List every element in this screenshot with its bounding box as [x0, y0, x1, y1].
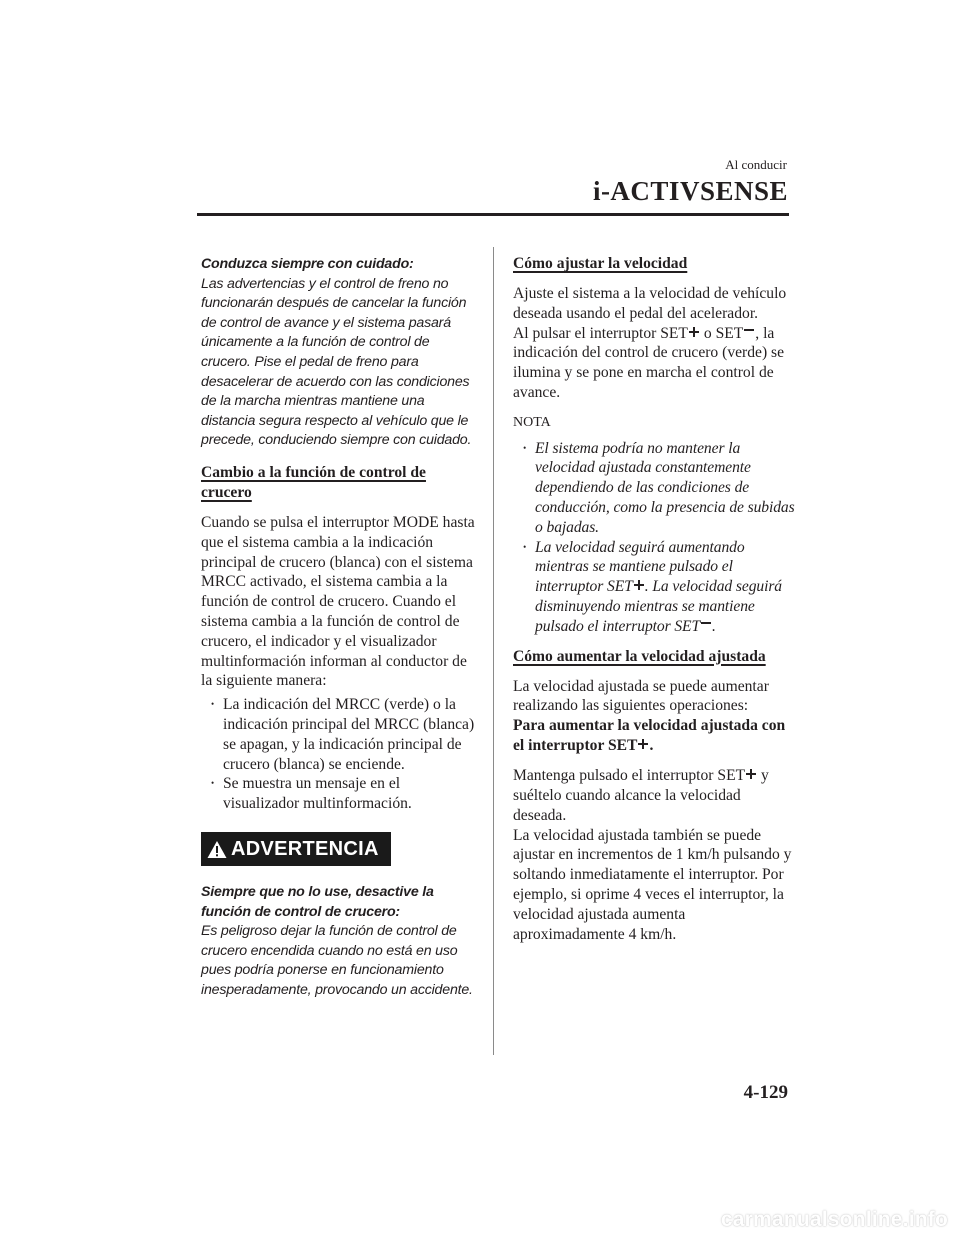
header-title: i-ACTIVSENSE — [592, 176, 788, 206]
list-item: • La velocidad seguirá aumentando mientras se mantiene pulsado el interruptor SET . La velocidad seguirá disminuyendo mientras se mantiene pulsado el interruptor SET . — [523, 538, 795, 637]
warning-text: Es peligroso dejar la función de control de crucero encendida cuando no está en uso pues podría ponerse en funcionamiento inesperadamente, provocando un accidente. — [201, 923, 473, 998]
plus-icon — [637, 738, 649, 750]
warning-triangle-icon — [207, 840, 227, 859]
section-body: Cuando se pulsa el interruptor MODE hasta que el sistema cambia a la indicación principal de crucero (blanca) con el sistema MRCC activado, el sistema cambia a la función de control de crucero. Cuando el sistema cambia a la función de control de crucero, el indicador y el visualizador multinformación informan al conductor de la siguiente manera: — [201, 513, 475, 690]
heading-increase-speed: Cómo aumentar la velocidad ajustada — [513, 647, 766, 665]
warning-label: ADVERTENCIA — [231, 838, 379, 860]
paragraph: La velocidad ajustada también se puede ajustar en incrementos de 1 km/h pulsando y soltando inmediatamente el interruptor. Por ejemplo, si oprime 4 veces el interruptor, la velocidad ajustada aumenta aproximadamente 4 km/h. — [513, 826, 792, 943]
minus-icon — [743, 326, 755, 338]
header-rule — [197, 213, 789, 216]
note-label: NOTA — [513, 414, 551, 430]
column-divider — [493, 247, 494, 1055]
note-list — [513, 439, 795, 637]
subheading: Para aumentar la velocidad ajustada con el interruptor SET . — [513, 717, 786, 755]
page-number: 4-129 — [743, 1082, 788, 1103]
section-heading: Cambio a la función de control de crucero — [201, 463, 426, 501]
list-item: • El sistema podría no mantener la velocidad ajustada constantemente dependiendo de las condiciones de conducción, como la presencia de subidas o bajadas. — [523, 439, 795, 538]
paragraph: Al pulsar el interruptor SET o SET , la indicación del control de crucero (verde) se ilumina y se pone en marcha el control de avance. — [513, 324, 785, 401]
plus-icon — [633, 579, 645, 591]
right-column — [513, 254, 795, 944]
header-section: Al conducir — [725, 157, 787, 172]
minus-icon — [700, 619, 712, 631]
bullet-list — [201, 695, 478, 814]
paragraph: Mantenga pulsado el interruptor SET y suéltelo cuando alcance la velocidad deseada. — [513, 767, 769, 824]
list-item: • Se muestra un mensaje en el visualizador multinformación. — [211, 774, 478, 814]
warning-content — [201, 883, 478, 1001]
plus-icon — [688, 326, 700, 338]
list-item: • La indicación del MRCC (verde) o la indicación principal del MRCC (blanca) se apagan, y la indicación principal de crucero (blanca) se enciende. — [211, 695, 478, 774]
left-column — [201, 255, 478, 814]
caution-title: Conduzca siempre con cuidado: — [201, 256, 414, 272]
paragraph: Ajuste el sistema a la velocidad de vehículo deseada usando el pedal del acelerador. — [513, 285, 787, 322]
heading-set-speed: Cómo ajustar la velocidad — [513, 255, 688, 272]
warning-banner — [201, 832, 391, 866]
warning-title: Siempre que no lo use, desactive la función de control de crucero: — [201, 884, 434, 920]
caution-text: Las advertencias y el control de freno no funcionarán después de cancelar la función de control de avance y el sistema pasará únicamente a la función de control de crucero. Pise el pedal de freno para desacelerar de acuerdo con las condiciones de la marcha mientras mantiene una distancia segura respecto al vehículo que le precede, conduciendo siempre con cuidado. — [201, 275, 472, 449]
watermark: carmanualsonline.info — [720, 1208, 948, 1231]
paragraph: La velocidad ajustada se puede aumentar realizando las siguientes operaciones: — [513, 677, 769, 715]
plus-icon — [745, 768, 757, 780]
